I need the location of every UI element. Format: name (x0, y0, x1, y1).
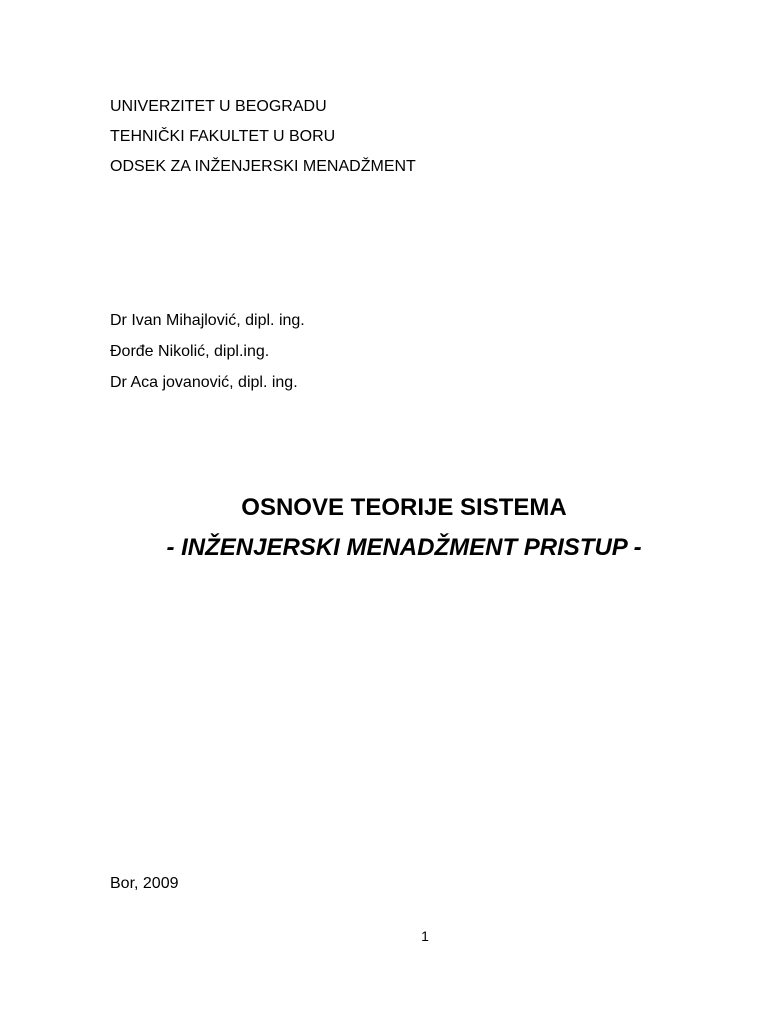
title-block (0, 488, 768, 568)
document-title: OSNOVE TEORIJE SISTEMA (241, 494, 567, 521)
place-date: Bor, 2009 (110, 875, 179, 892)
department-name: ODSEK ZA INŽENJERSKI MENADŽMENT (110, 158, 416, 175)
document-subtitle: - INŽENJERSKI MENADŽMENT PRISTUP - (166, 534, 642, 561)
faculty-name: TEHNIČKI FAKULTET U BORU (110, 128, 336, 145)
authors-block (110, 305, 305, 398)
author-name: Dr Aca jovanović, dipl. ing. (110, 374, 298, 391)
page-number: 1 (421, 928, 429, 944)
university-name: UNIVERZITET U BEOGRADU (110, 98, 327, 115)
author-name: Đorđe Nikolić, dipl.ing. (110, 343, 270, 360)
institution-block (110, 92, 416, 182)
author-name: Dr Ivan Mihajlović, dipl. ing. (110, 312, 305, 329)
